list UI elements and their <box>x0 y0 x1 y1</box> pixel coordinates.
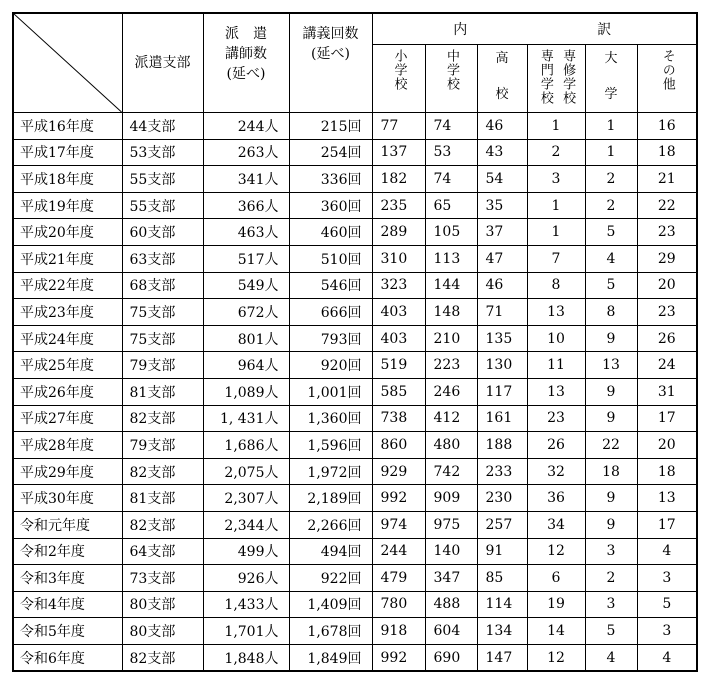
year-cell: 平成19年度 <box>13 192 122 219</box>
lectures-cell: 336回 <box>289 166 372 193</box>
junior-high-cell: 113 <box>425 245 477 272</box>
header-branch: 派遣支部 <box>122 13 203 113</box>
junior-high-cell: 210 <box>425 325 477 352</box>
university-cell: 2 <box>585 192 637 219</box>
vocational-cell: 7 <box>527 245 585 272</box>
branches-cell: 64支部 <box>122 538 203 565</box>
lecturers-cell: 672人 <box>203 299 289 326</box>
lectures-cell: 494回 <box>289 538 372 565</box>
high-school-cell: 114 <box>477 591 527 618</box>
junior-high-cell: 140 <box>425 538 477 565</box>
branches-cell: 73支部 <box>122 565 203 592</box>
table-row <box>13 458 697 485</box>
header-lecturers: 派 遣 講師数 (延べ) <box>203 13 289 113</box>
other-cell: 26 <box>637 325 697 352</box>
high-school-cell: 117 <box>477 378 527 405</box>
vocational-cell: 36 <box>527 485 585 512</box>
table-row <box>13 113 697 140</box>
high-school-cell: 134 <box>477 618 527 645</box>
high-school-cell: 43 <box>477 139 527 166</box>
university-cell: 9 <box>585 325 637 352</box>
lecturers-cell: 517人 <box>203 245 289 272</box>
other-cell: 4 <box>637 538 697 565</box>
university-cell: 4 <box>585 644 637 671</box>
junior-high-cell: 480 <box>425 432 477 459</box>
elementary-cell: 403 <box>372 325 425 352</box>
junior-high-cell: 690 <box>425 644 477 671</box>
junior-high-cell: 742 <box>425 458 477 485</box>
university-cell: 13 <box>585 352 637 379</box>
junior-high-cell: 909 <box>425 485 477 512</box>
university-cell: 4 <box>585 245 637 272</box>
year-cell: 令和3年度 <box>13 565 122 592</box>
high-school-cell: 35 <box>477 192 527 219</box>
lectures-cell: 1,409回 <box>289 591 372 618</box>
elementary-cell: 738 <box>372 405 425 432</box>
vocational-cell: 19 <box>527 591 585 618</box>
high-school-cell: 130 <box>477 352 527 379</box>
university-cell: 22 <box>585 432 637 459</box>
year-cell: 平成22年度 <box>13 272 122 299</box>
lecturers-cell: 1,686人 <box>203 432 289 459</box>
header-vocational: 専門学校 専修学校 <box>527 45 585 113</box>
year-cell: 平成17年度 <box>13 139 122 166</box>
other-cell: 13 <box>637 485 697 512</box>
header-breakdown: 内 訳 <box>372 13 697 45</box>
header-elementary: 小学校 <box>372 45 425 113</box>
branches-cell: 79支部 <box>122 432 203 459</box>
table-row <box>13 591 697 618</box>
elementary-cell: 244 <box>372 538 425 565</box>
table-row <box>13 166 697 193</box>
other-cell: 17 <box>637 511 697 538</box>
vocational-cell: 14 <box>527 618 585 645</box>
lecturers-cell: 244人 <box>203 113 289 140</box>
lectures-cell: 546回 <box>289 272 372 299</box>
elementary-cell: 77 <box>372 113 425 140</box>
lecturers-cell: 263人 <box>203 139 289 166</box>
table-row <box>13 378 697 405</box>
lecturers-cell: 549人 <box>203 272 289 299</box>
header-lectures: 講義回数 (延べ) <box>289 13 372 113</box>
year-cell: 平成24年度 <box>13 325 122 352</box>
vocational-cell: 1 <box>527 219 585 246</box>
vocational-cell: 34 <box>527 511 585 538</box>
lectures-cell: 1,972回 <box>289 458 372 485</box>
high-school-cell: 54 <box>477 166 527 193</box>
other-cell: 23 <box>637 219 697 246</box>
other-cell: 18 <box>637 139 697 166</box>
elementary-cell: 585 <box>372 378 425 405</box>
branches-cell: 63支部 <box>122 245 203 272</box>
vocational-cell: 2 <box>527 139 585 166</box>
elementary-cell: 323 <box>372 272 425 299</box>
junior-high-cell: 105 <box>425 219 477 246</box>
table-row <box>13 432 697 459</box>
elementary-cell: 929 <box>372 458 425 485</box>
lectures-cell: 1,001回 <box>289 378 372 405</box>
other-cell: 16 <box>637 113 697 140</box>
university-cell: 5 <box>585 219 637 246</box>
header-university: 大 学 <box>585 45 637 113</box>
year-cell: 平成18年度 <box>13 166 122 193</box>
lecture-dispatch-table <box>12 12 698 672</box>
year-cell: 平成26年度 <box>13 378 122 405</box>
lecturers-cell: 2,075人 <box>203 458 289 485</box>
table-row <box>13 219 697 246</box>
elementary-cell: 479 <box>372 565 425 592</box>
junior-high-cell: 74 <box>425 113 477 140</box>
junior-high-cell: 412 <box>425 405 477 432</box>
other-cell: 31 <box>637 378 697 405</box>
branches-cell: 82支部 <box>122 511 203 538</box>
year-cell: 平成20年度 <box>13 219 122 246</box>
lectures-cell: 666回 <box>289 299 372 326</box>
high-school-cell: 135 <box>477 325 527 352</box>
vocational-cell: 32 <box>527 458 585 485</box>
other-cell: 5 <box>637 591 697 618</box>
university-cell: 18 <box>585 458 637 485</box>
year-cell: 平成29年度 <box>13 458 122 485</box>
vocational-cell: 12 <box>527 538 585 565</box>
high-school-cell: 46 <box>477 113 527 140</box>
branches-cell: 44支部 <box>122 113 203 140</box>
high-school-cell: 71 <box>477 299 527 326</box>
branches-cell: 81支部 <box>122 378 203 405</box>
elementary-cell: 860 <box>372 432 425 459</box>
other-cell: 20 <box>637 432 697 459</box>
lecturers-cell: 1, 431人 <box>203 405 289 432</box>
vocational-cell: 1 <box>527 113 585 140</box>
other-cell: 24 <box>637 352 697 379</box>
table-row <box>13 352 697 379</box>
table-row <box>13 192 697 219</box>
branches-cell: 81支部 <box>122 485 203 512</box>
branches-cell: 80支部 <box>122 591 203 618</box>
header-corner-cell <box>13 13 122 113</box>
lectures-cell: 1,596回 <box>289 432 372 459</box>
elementary-cell: 182 <box>372 166 425 193</box>
header-high-school: 高 校 <box>477 45 527 113</box>
university-cell: 5 <box>585 272 637 299</box>
elementary-cell: 780 <box>372 591 425 618</box>
high-school-cell: 257 <box>477 511 527 538</box>
year-cell: 平成25年度 <box>13 352 122 379</box>
branches-cell: 82支部 <box>122 405 203 432</box>
branches-cell: 75支部 <box>122 325 203 352</box>
university-cell: 5 <box>585 618 637 645</box>
lecturers-cell: 964人 <box>203 352 289 379</box>
elementary-cell: 918 <box>372 618 425 645</box>
lectures-cell: 254回 <box>289 139 372 166</box>
year-cell: 平成16年度 <box>13 113 122 140</box>
junior-high-cell: 148 <box>425 299 477 326</box>
high-school-cell: 46 <box>477 272 527 299</box>
table-row <box>13 272 697 299</box>
lecturers-cell: 2,344人 <box>203 511 289 538</box>
table-row <box>13 565 697 592</box>
vocational-cell: 23 <box>527 405 585 432</box>
university-cell: 2 <box>585 166 637 193</box>
university-cell: 2 <box>585 565 637 592</box>
table-row <box>13 325 697 352</box>
university-cell: 1 <box>585 113 637 140</box>
other-cell: 18 <box>637 458 697 485</box>
table-row <box>13 485 697 512</box>
other-cell: 3 <box>637 565 697 592</box>
junior-high-cell: 74 <box>425 166 477 193</box>
lecturers-cell: 926人 <box>203 565 289 592</box>
vocational-cell: 10 <box>527 325 585 352</box>
elementary-cell: 403 <box>372 299 425 326</box>
high-school-cell: 85 <box>477 565 527 592</box>
table-row <box>13 405 697 432</box>
other-cell: 29 <box>637 245 697 272</box>
junior-high-cell: 223 <box>425 352 477 379</box>
elementary-cell: 519 <box>372 352 425 379</box>
year-cell: 令和4年度 <box>13 591 122 618</box>
lectures-cell: 460回 <box>289 219 372 246</box>
vocational-cell: 13 <box>527 299 585 326</box>
year-cell: 平成28年度 <box>13 432 122 459</box>
lecturers-cell: 366人 <box>203 192 289 219</box>
university-cell: 8 <box>585 299 637 326</box>
other-cell: 3 <box>637 618 697 645</box>
vocational-cell: 26 <box>527 432 585 459</box>
university-cell: 3 <box>585 591 637 618</box>
junior-high-cell: 65 <box>425 192 477 219</box>
year-cell: 平成27年度 <box>13 405 122 432</box>
elementary-cell: 974 <box>372 511 425 538</box>
high-school-cell: 147 <box>477 644 527 671</box>
year-cell: 令和5年度 <box>13 618 122 645</box>
lectures-cell: 1,849回 <box>289 644 372 671</box>
lectures-cell: 793回 <box>289 325 372 352</box>
year-cell: 平成30年度 <box>13 485 122 512</box>
table-row <box>13 245 697 272</box>
junior-high-cell: 144 <box>425 272 477 299</box>
branches-cell: 82支部 <box>122 644 203 671</box>
lectures-cell: 2,189回 <box>289 485 372 512</box>
other-cell: 4 <box>637 644 697 671</box>
university-cell: 3 <box>585 538 637 565</box>
year-cell: 令和6年度 <box>13 644 122 671</box>
other-cell: 17 <box>637 405 697 432</box>
branches-cell: 68支部 <box>122 272 203 299</box>
lecturers-cell: 341人 <box>203 166 289 193</box>
lecturers-cell: 1,433人 <box>203 591 289 618</box>
lecturers-cell: 2,307人 <box>203 485 289 512</box>
branches-cell: 75支部 <box>122 299 203 326</box>
high-school-cell: 161 <box>477 405 527 432</box>
year-cell: 平成21年度 <box>13 245 122 272</box>
high-school-cell: 91 <box>477 538 527 565</box>
lectures-cell: 920回 <box>289 352 372 379</box>
table-row <box>13 538 697 565</box>
table-row <box>13 511 697 538</box>
lecturers-cell: 1,701人 <box>203 618 289 645</box>
junior-high-cell: 246 <box>425 378 477 405</box>
elementary-cell: 289 <box>372 219 425 246</box>
branches-cell: 55支部 <box>122 166 203 193</box>
lectures-cell: 1,678回 <box>289 618 372 645</box>
other-cell: 21 <box>637 166 697 193</box>
header-junior-high: 中学校 <box>425 45 477 113</box>
vocational-cell: 12 <box>527 644 585 671</box>
elementary-cell: 310 <box>372 245 425 272</box>
university-cell: 9 <box>585 485 637 512</box>
diagonal-line <box>14 14 122 112</box>
lecturers-cell: 1,848人 <box>203 644 289 671</box>
lectures-cell: 360回 <box>289 192 372 219</box>
lectures-cell: 922回 <box>289 565 372 592</box>
table-row <box>13 644 697 671</box>
high-school-cell: 233 <box>477 458 527 485</box>
table-row <box>13 618 697 645</box>
vocational-cell: 11 <box>527 352 585 379</box>
junior-high-cell: 488 <box>425 591 477 618</box>
vocational-cell: 1 <box>527 192 585 219</box>
branches-cell: 55支部 <box>122 192 203 219</box>
high-school-cell: 47 <box>477 245 527 272</box>
other-cell: 20 <box>637 272 697 299</box>
lectures-cell: 1,360回 <box>289 405 372 432</box>
junior-high-cell: 53 <box>425 139 477 166</box>
university-cell: 1 <box>585 139 637 166</box>
other-cell: 22 <box>637 192 697 219</box>
year-cell: 平成23年度 <box>13 299 122 326</box>
lecturers-cell: 801人 <box>203 325 289 352</box>
lectures-cell: 510回 <box>289 245 372 272</box>
lecturers-cell: 1,089人 <box>203 378 289 405</box>
high-school-cell: 230 <box>477 485 527 512</box>
lecturers-cell: 463人 <box>203 219 289 246</box>
lectures-cell: 2,266回 <box>289 511 372 538</box>
vocational-cell: 6 <box>527 565 585 592</box>
vocational-cell: 13 <box>527 378 585 405</box>
branches-cell: 79支部 <box>122 352 203 379</box>
year-cell: 令和2年度 <box>13 538 122 565</box>
elementary-cell: 992 <box>372 644 425 671</box>
junior-high-cell: 604 <box>425 618 477 645</box>
year-cell: 令和元年度 <box>13 511 122 538</box>
university-cell: 9 <box>585 405 637 432</box>
table-container <box>12 12 698 672</box>
branches-cell: 60支部 <box>122 219 203 246</box>
lecturers-cell: 499人 <box>203 538 289 565</box>
junior-high-cell: 975 <box>425 511 477 538</box>
table-row <box>13 299 697 326</box>
vocational-cell: 8 <box>527 272 585 299</box>
table-row <box>13 139 697 166</box>
elementary-cell: 137 <box>372 139 425 166</box>
elementary-cell: 235 <box>372 192 425 219</box>
header-other: その他 <box>637 45 697 113</box>
branches-cell: 53支部 <box>122 139 203 166</box>
high-school-cell: 37 <box>477 219 527 246</box>
university-cell: 9 <box>585 511 637 538</box>
lectures-cell: 215回 <box>289 113 372 140</box>
university-cell: 9 <box>585 378 637 405</box>
high-school-cell: 188 <box>477 432 527 459</box>
branches-cell: 82支部 <box>122 458 203 485</box>
vocational-cell: 3 <box>527 166 585 193</box>
other-cell: 23 <box>637 299 697 326</box>
branches-cell: 80支部 <box>122 618 203 645</box>
elementary-cell: 992 <box>372 485 425 512</box>
junior-high-cell: 347 <box>425 565 477 592</box>
